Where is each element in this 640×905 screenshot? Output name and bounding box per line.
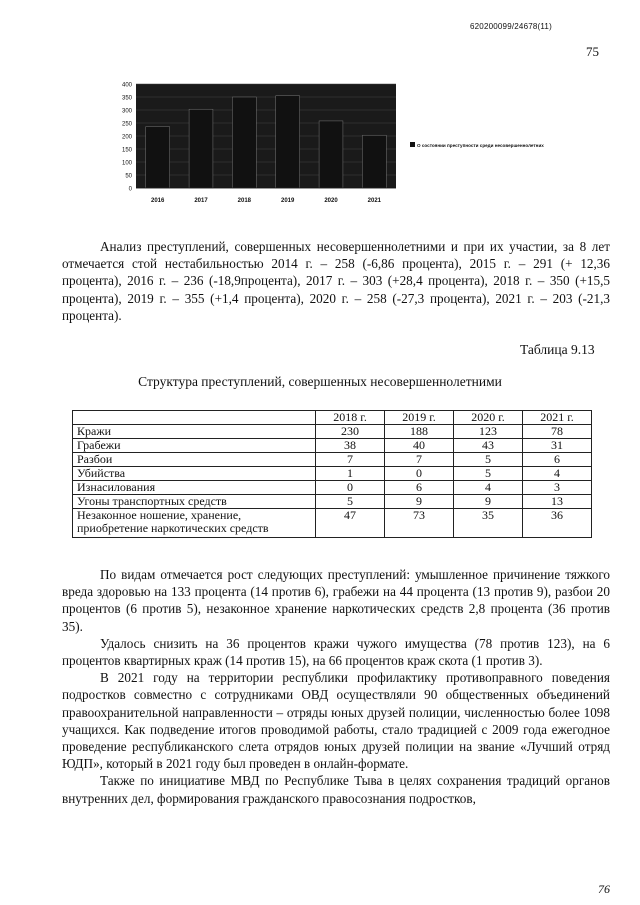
y-tick-label: 250	[121, 121, 132, 128]
row-label: Убийства	[73, 467, 316, 481]
row-value: 4	[454, 481, 523, 495]
row-label: Незаконное ношение, хранение, приобретение наркотических средств	[73, 509, 316, 538]
x-tick-label: 2017	[194, 198, 208, 204]
paragraph-1: Анализ преступлений, совершенных несовершеннолетними и при их участии, за 8 лет отмечается стой нестабильностью 2014 г. – 258 (-6,86 процента), 2015 г. – 291 (+ 12,36 процента), 2016 г. – 236 (-18,9процента), 2017 г. – 303 (+28,4 процента), 2018 г. – 350 (+15,5 процента), 2019 г. – 355 (+1,4 процента), 2020 г. – 258 (-27,3 процента), 2021 г. – 203 (-21,3 процента).	[62, 239, 610, 323]
y-tick-label: 100	[121, 160, 132, 167]
header-cell-empty	[73, 411, 316, 425]
table-row	[73, 495, 592, 509]
y-tick-label: 200	[121, 134, 132, 141]
y-tick-label: 350	[121, 95, 132, 102]
bar	[276, 96, 300, 188]
row-value: 40	[385, 439, 454, 453]
row-value: 123	[454, 425, 523, 439]
row-value: 5	[454, 467, 523, 481]
row-value: 47	[316, 509, 385, 538]
corner-mark: 76	[598, 882, 610, 896]
row-value: 230	[316, 425, 385, 439]
page-number: 75	[586, 44, 599, 59]
row-value: 1	[316, 467, 385, 481]
row-label: Кражи	[73, 425, 316, 439]
bar	[362, 135, 386, 188]
table-row	[73, 467, 592, 481]
legend-label: О состоянии преступности среди несовершеннолетних	[417, 143, 544, 148]
row-label: Разбои	[73, 453, 316, 467]
row-value: 188	[385, 425, 454, 439]
header-cell-2018: 2018 г.	[316, 411, 385, 425]
table-header-row	[73, 411, 592, 425]
document-code: 620200099/24678(11)	[470, 22, 552, 31]
chart-svg	[108, 78, 588, 214]
row-value: 0	[385, 467, 454, 481]
row-value: 3	[523, 481, 592, 495]
header-cell-2019: 2019 г.	[385, 411, 454, 425]
paragraph-4: В 2021 году на территории республики профилактику противоправного поведения подростков совместно с сотрудниками ОВД осуществляли 90 общественных объединений правоохранительной направленности – отряды юных друзей полиции, численностью более 1098 учащихся. Как подведение итогов проводимой работы, стало традицией с 2009 года ежегодное проведение республиканского слета отрядов юных друзей полиции на звание «Лучший отряд ЮДП», который в 2021 году был проведен в онлайн-формате.	[62, 670, 610, 772]
row-value: 38	[316, 439, 385, 453]
table-row	[73, 425, 592, 439]
row-value: 9	[385, 495, 454, 509]
x-tick-label: 2018	[237, 198, 252, 204]
y-tick-label: 0	[128, 186, 132, 193]
table-row	[73, 439, 592, 453]
bar	[319, 121, 343, 188]
row-value: 6	[385, 481, 454, 495]
legend-swatch	[410, 142, 415, 147]
x-tick-label: 2016	[150, 198, 165, 204]
row-value: 13	[523, 495, 592, 509]
paragraph-5: Также по инициативе МВД по Республике Тыва в целях сохранения традиций органов внутренних дел, формирования гражданского правосознания подростков,	[62, 773, 610, 806]
row-value: 6	[523, 453, 592, 467]
row-value: 5	[454, 453, 523, 467]
row-value: 4	[523, 467, 592, 481]
y-tick-label: 300	[121, 108, 132, 115]
crime-structure-table	[72, 410, 592, 538]
row-value: 73	[385, 509, 454, 538]
bar-chart	[108, 78, 588, 214]
x-tick-label: 2019	[280, 198, 295, 204]
paragraph-3: Удалось снизить на 36 процентов кражи чужого имущества (78 против 123), на 6 процентов квартирных краж (14 против 15), на 66 процентов краж скота (1 против 3).	[62, 635, 610, 669]
y-tick-label: 150	[121, 147, 132, 154]
x-tick-label: 2020	[324, 198, 338, 204]
bar	[232, 97, 256, 188]
row-value: 9	[454, 495, 523, 509]
row-value: 35	[454, 509, 523, 538]
row-label: Угоны транспортных средств	[73, 495, 316, 509]
x-tick-label: 2021	[367, 198, 382, 204]
row-value: 5	[316, 495, 385, 509]
row-value: 0	[316, 481, 385, 495]
analysis-paragraph	[62, 238, 610, 324]
row-value: 78	[523, 425, 592, 439]
body-text	[62, 566, 610, 807]
row-value: 7	[316, 453, 385, 467]
row-value: 36	[523, 509, 592, 538]
table-row	[73, 453, 592, 467]
table-title: Структура преступлений, совершенных несовершеннолетними	[138, 374, 502, 389]
row-value: 31	[523, 439, 592, 453]
paragraph-2: По видам отмечается рост следующих преступлений: умышленное причинение тяжкого вреда здоровью на 133 процента (14 против 6), грабежи на 44 процента (13 против 9), разбои 20 процентов (6 против 5), незаконное хранение наркотических средств 2,8 процента (36 против 35).	[62, 567, 610, 634]
table-row	[73, 481, 592, 495]
header-cell-2020: 2020 г.	[454, 411, 523, 425]
bar	[189, 109, 213, 188]
table-row	[73, 509, 592, 538]
row-label: Изнасилования	[73, 481, 316, 495]
table-label: Таблица 9.13	[520, 342, 595, 357]
row-label: Грабежи	[73, 439, 316, 453]
row-value: 43	[454, 439, 523, 453]
bar	[146, 127, 170, 188]
y-tick-label: 400	[121, 82, 132, 89]
row-value: 7	[385, 453, 454, 467]
header-cell-2021: 2021 г.	[523, 411, 592, 425]
y-tick-label: 50	[125, 173, 132, 180]
